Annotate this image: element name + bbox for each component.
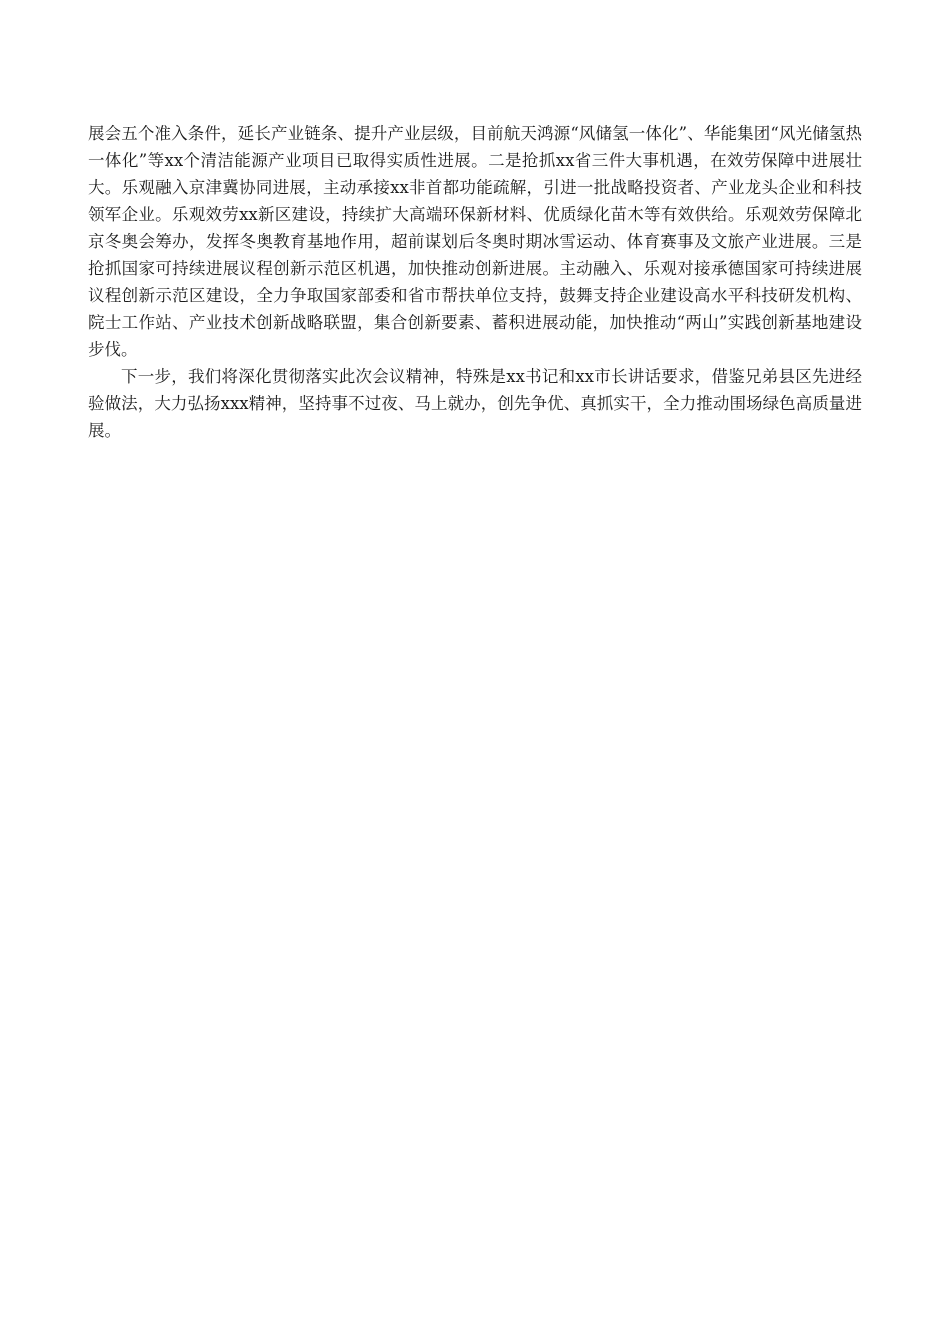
paragraph-next-step: 下一步，我们将深化贯彻落实此次会议精神，特殊是xx书记和xx市长讲话要求，借鉴兄弟县区先进经验做法，大力弘扬xxx精神，坚持事不过夜、马上就办，创先争优、真抓实干，全力推动围场绿色高质量进展。 xyxy=(88,367,862,440)
document-body xyxy=(88,120,862,444)
paragraph-continuation: 展会五个准入条件，延长产业链条、提升产业层级，目前航天鸿源“风储氢一体化”、华能集团“风光储氢热一体化”等xx个清洁能源产业项目已取得实质性进展。二是抢抓xx省三件大事机遇，在效劳保障中进展壮大。乐观融入京津冀协同进展，主动承接xx非首都功能疏解，引进一批战略投资者、产业龙头企业和科技领军企业。乐观效劳xx新区建设，持续扩大高端环保新材料、优质绿化苗木等有效供给。乐观效劳保障北京冬奥会筹办，发挥冬奥教育基地作用，超前谋划后冬奥时期冰雪运动、体育赛事及文旅产业进展。三是抢抓国家可持续进展议程创新示范区机遇，加快推动创新进展。主动融入、乐观对接承德国家可持续进展议程创新示范区建设，全力争取国家部委和省市帮扶单位支持，鼓舞支持企业建设高水平科技研发机构、院士工作站、产业技术创新战略联盟，集合创新要素、蓄积进展动能，加快推动“两山”实践创新基地建设步伐。 xyxy=(88,124,862,359)
